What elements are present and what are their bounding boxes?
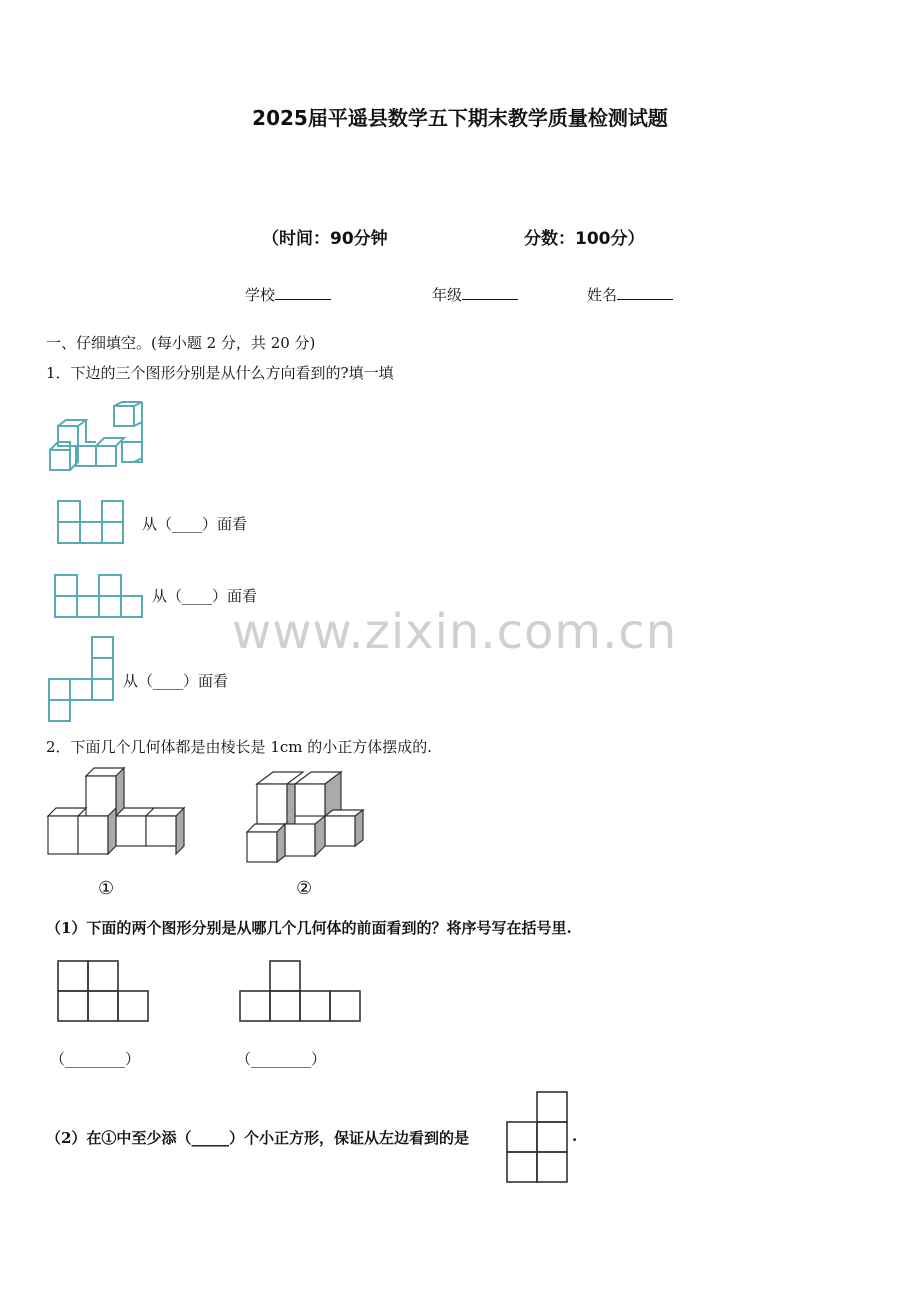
q1-answer-c[interactable]: 从（____）面看	[123, 672, 229, 690]
q2-solid-2	[247, 770, 377, 866]
grade-label: 年级	[432, 286, 463, 304]
q2-blank-2[interactable]: （________）	[236, 1050, 327, 1068]
name-label: 姓名	[587, 286, 618, 304]
q2-solid-2-label: ②	[296, 878, 313, 899]
school-label: 学校	[245, 286, 276, 304]
grade-blank[interactable]	[462, 285, 518, 300]
time-label: （时间：90分钟	[262, 229, 388, 249]
school-blank[interactable]	[275, 285, 331, 300]
q2-solid-1-label: ①	[98, 878, 115, 899]
grade-field	[432, 284, 518, 305]
q2-blank-1[interactable]: （________）	[50, 1050, 141, 1068]
q1-view-a	[56, 499, 126, 545]
q2-sub2-period: .	[572, 1127, 578, 1145]
q1-answer-b[interactable]: 从（____）面看	[152, 587, 258, 605]
name-field	[587, 284, 673, 305]
q2-front-view-1	[57, 960, 149, 1022]
watermark: www.zixin.com.cn	[232, 604, 678, 660]
name-blank[interactable]	[617, 285, 673, 300]
q1-view-b	[53, 573, 145, 619]
q2-left-view	[506, 1091, 568, 1183]
question-2-text: 2．下面几个几何体都是由棱长是 1cm 的小正方体摆成的.	[46, 738, 433, 756]
section-1-heading: 一、仔细填空。(每小题 2 分，共 20 分)	[46, 334, 316, 352]
q1-solid-figure	[48, 402, 148, 472]
q1-view-c	[47, 635, 117, 723]
school-field	[245, 284, 331, 305]
q2-sub1-text: （1）下面的两个图形分别是从哪几个几何体的前面看到的？将序号写在括号里.	[46, 919, 572, 937]
q2-sub2-text[interactable]: （2）在①中至少添（_____）个小正方形，保证从左边看到的是	[46, 1129, 469, 1147]
q2-front-view-2	[239, 960, 361, 1022]
score-label: 分数：100分）	[524, 229, 645, 249]
q2-solid-1	[48, 774, 188, 858]
q1-answer-a[interactable]: 从（____）面看	[142, 515, 248, 533]
page-title: 2025届平遥县数学五下期末教学质量检测试题	[252, 106, 668, 130]
question-1-text: 1．下边的三个图形分别是从什么方向看到的?填一填	[46, 364, 394, 382]
